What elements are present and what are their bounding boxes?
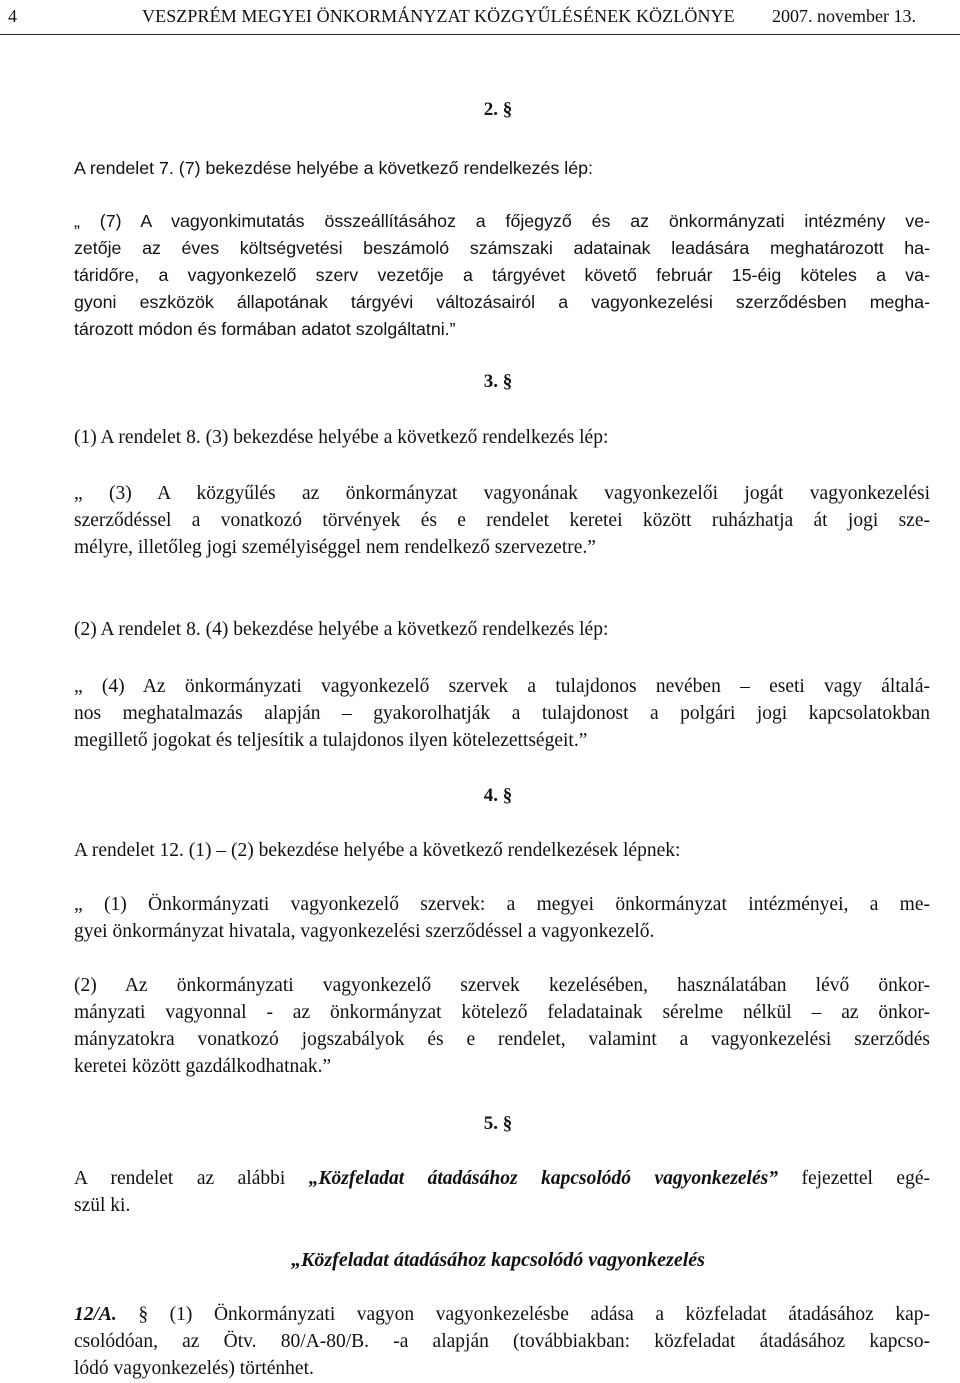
section-2-quote-line: „ (7) A vagyonkimutatás összeállításához a főjegyző és az önkormányzati intézmény ve- bbox=[74, 211, 930, 231]
issue-date: 2007. november 13. bbox=[772, 6, 916, 26]
section-3-quote-2-line: megillető jogokat és teljesítik a tulajdonos ilyen kötelezettségeit.” bbox=[74, 730, 588, 751]
section-4-quote-1-line: „ (1) Önkormányzati vagyonkezelő szervek: a megyei önkormányzat intézményei, a me- bbox=[74, 894, 930, 915]
section-3-quote-1-line: mélyre, illetőleg jogi személyiséggel nem rendelkező szervezetre.” bbox=[74, 537, 596, 558]
paragraph-12a-line: lódó vagyonkezelés) történhet. bbox=[74, 1358, 314, 1379]
section-heading-5: 5. § bbox=[483, 1113, 513, 1134]
page-number: 4 bbox=[8, 6, 17, 26]
section-3-quote-2-line: „ (4) Az önkormányzati vagyonkezelő szervek a tulajdonos nevében – eseti vagy általá- bbox=[74, 676, 930, 697]
section-4-quote-2-line: mányzati vagyonnal - az önkormányzat kötelező feladatainak sérelme nélkül – az önkor- bbox=[74, 1002, 930, 1023]
paragraph-12a-line-1: 12/A. § (1) Önkormányzati vagyon vagyonkezelésbe adása a közfeladat átadásához kap- bbox=[74, 1304, 930, 1325]
paragraph-sign-icon: § bbox=[502, 785, 513, 806]
paragraph-sign-icon: § bbox=[116, 1304, 149, 1325]
header-divider bbox=[0, 34, 960, 35]
section-2-quote-line: táridőre, a vagyonkezelő szerv vezetője a tárgyévet követő február 15-éig köteles a va- bbox=[74, 265, 930, 285]
paragraph-sign-icon: § bbox=[502, 371, 513, 392]
section-3-intro-1: (1) A rendelet 8. (3) bekezdése helyébe a következő rendelkezés lép: bbox=[74, 427, 609, 448]
section-4-quote-1-line: gyei önkormányzat hivatala, vagyonkezelési szerződéssel a vagyonkezelő. bbox=[74, 921, 655, 942]
section-4-quote-2-line: (2) Az önkormányzati vagyonkezelő szervek kezelésében, használatában lévő önkor- bbox=[74, 975, 930, 996]
section-2-intro: A rendelet 7. (7) bekezdése helyébe a következő rendelkezés lép: bbox=[74, 158, 593, 178]
section-heading-3: 3. § bbox=[483, 371, 513, 392]
paragraph-label: 12/A. bbox=[74, 1304, 117, 1325]
section-2-quote-line: zetője az éves költségvetési beszámoló számszaki adatainak leadására meghatározott ha- bbox=[74, 238, 930, 258]
paragraph-sign-icon: § bbox=[502, 99, 513, 120]
journal-title: VESZPRÉM MEGYEI ÖNKORMÁNYZAT KÖZGYŰLÉSÉNEK KÖZLÖNYE bbox=[142, 6, 735, 26]
section-4-quote-2-line: keretei között gazdálkodhatnak.” bbox=[74, 1056, 332, 1077]
section-3-quote-2-line: nos meghatalmazás alapján – gyakorolhatják a tulajdonost a polgári jogi kapcsolatokban bbox=[74, 703, 930, 724]
section-heading-2: 2. § bbox=[483, 99, 513, 120]
section-heading-4: 4. § bbox=[483, 785, 513, 806]
section-5-intro: A rendelet az alábbi „Közfeladat átadásához kapcsolódó vagyonkezelés” fejezettel egé- bbox=[74, 1168, 930, 1189]
section-3-quote-1-line: szerződéssel a vonatkozó törvények és e rendelet keretei között ruházhatja át jogi sze- bbox=[74, 510, 930, 531]
chapter-reference: „Közfeladat átadásához kapcsolódó vagyonkezelés” bbox=[308, 1168, 778, 1189]
chapter-title: „Közfeladat átadásához kapcsolódó vagyonkezelés bbox=[291, 1249, 705, 1271]
section-3-quote-1-line: „ (3) A közgyűlés az önkormányzat vagyonának vagyonkezelői jogát vagyonkezelési bbox=[74, 483, 930, 504]
section-5-intro-line-2: szül ki. bbox=[74, 1195, 131, 1216]
section-2-quote-line: gyoni eszközök állapotának tárgyévi változásairól a vagyonkezelési szerződésben megha- bbox=[74, 292, 930, 312]
paragraph-sign-icon: § bbox=[502, 1113, 513, 1134]
section-2-quote-line: tározott módon és formában adatot szolgáltatni.” bbox=[74, 319, 456, 339]
page-header bbox=[0, 0, 960, 33]
section-4-intro: A rendelet 12. (1) – (2) bekezdése helyébe a következő rendelkezések lépnek: bbox=[74, 840, 681, 861]
section-4-quote-2-line: mányzatokra vonatkozó jogszabályok és e rendelet, valamint a vagyonkezelési szerződés bbox=[74, 1029, 930, 1050]
paragraph-12a-line: csolódóan, az Ötv. 80/A-80/B. -a alapján (továbbiakban: közfeladat átadásához kapcso- bbox=[74, 1331, 930, 1352]
section-3-intro-2: (2) A rendelet 8. (4) bekezdése helyébe a következő rendelkezés lép: bbox=[74, 619, 609, 640]
